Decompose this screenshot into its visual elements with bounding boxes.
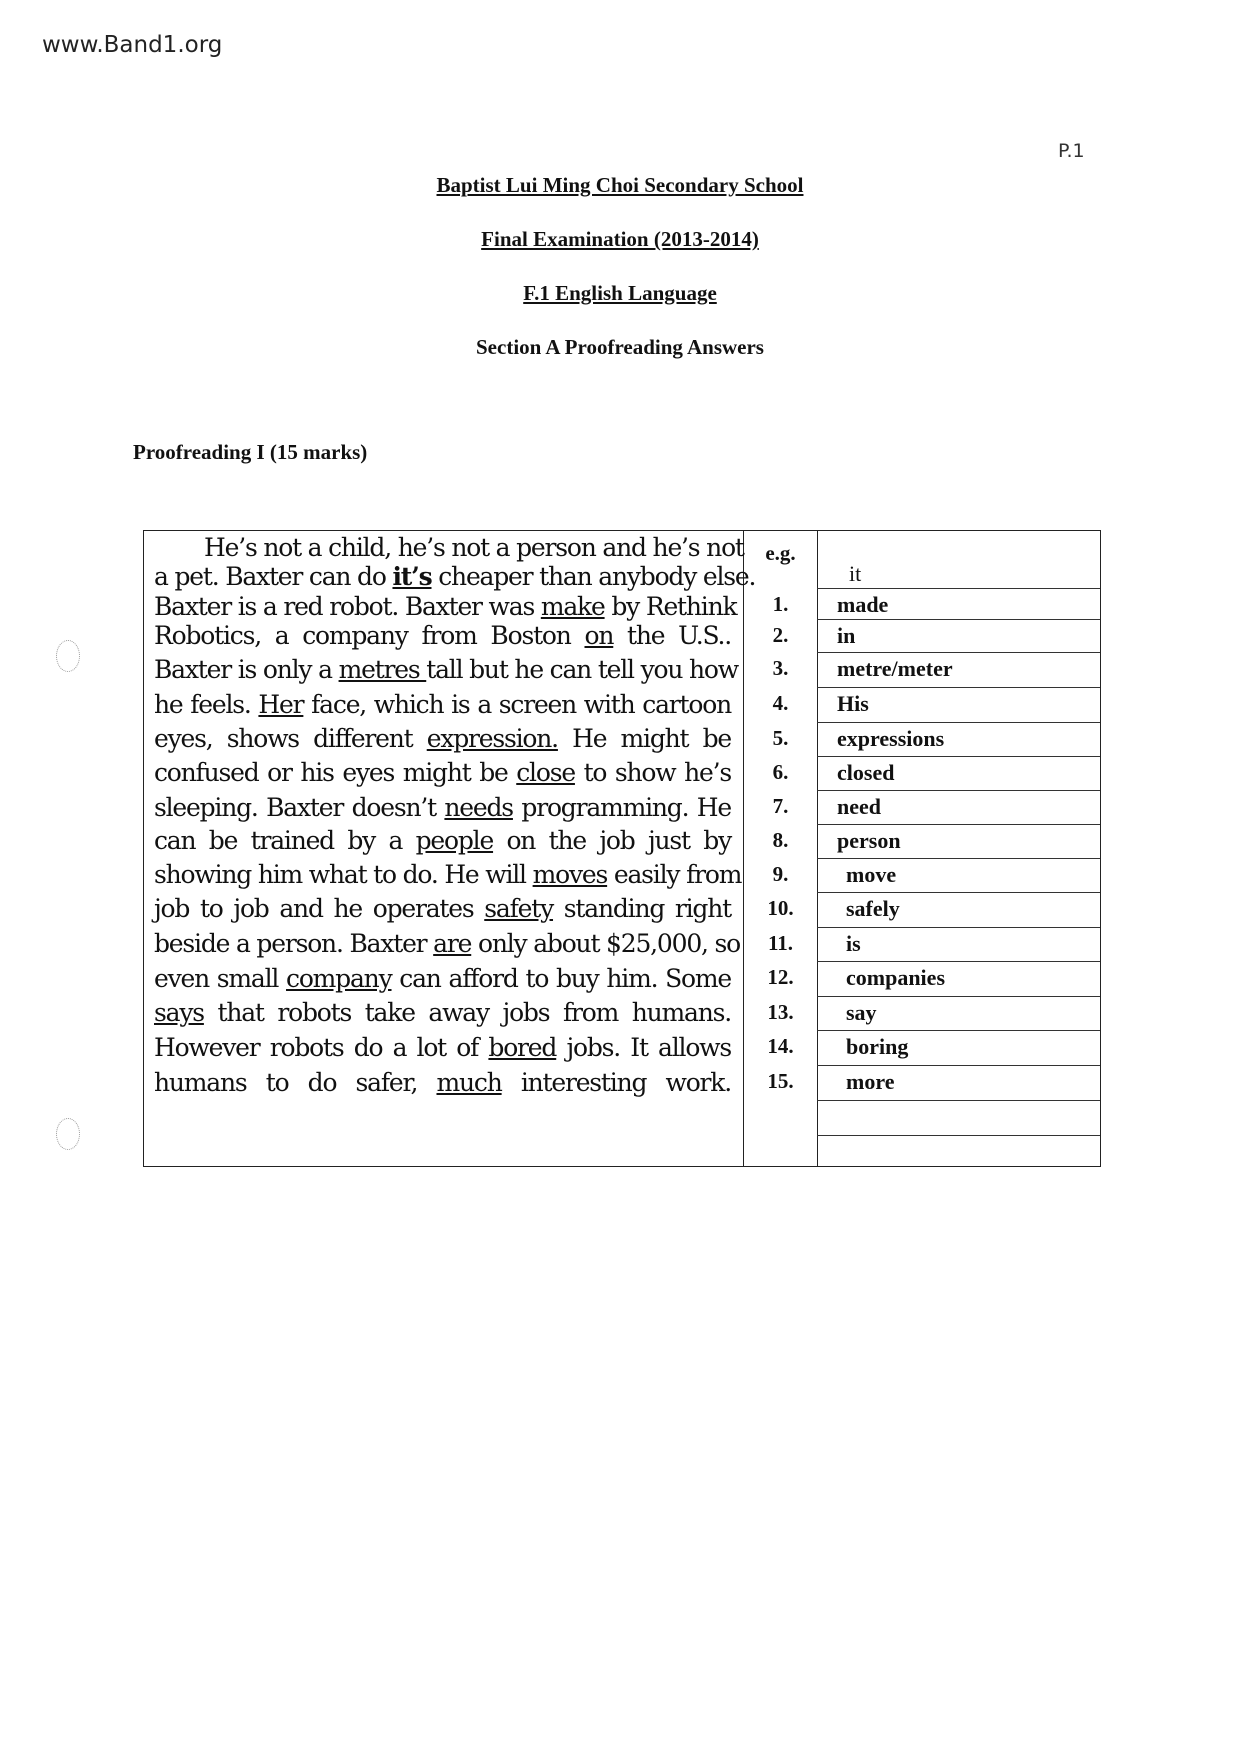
passage-line <box>154 1033 731 1063</box>
answer-cell: boring <box>846 1034 909 1059</box>
answer-cell: in <box>837 623 856 648</box>
passage-text: can afford to buy him. Some <box>391 964 731 993</box>
error-word: make <box>540 592 605 621</box>
row-divider <box>817 1065 1100 1066</box>
passage-text: programming. He <box>512 793 731 822</box>
passage-text: eyes, shows different <box>154 724 427 753</box>
row-divider <box>817 722 1100 723</box>
passage-line <box>154 690 731 720</box>
passage-text: to show he’s <box>574 758 731 787</box>
answer-cell: companies <box>846 965 945 990</box>
row-divider <box>817 652 1100 653</box>
passage-line <box>154 533 744 563</box>
answer-cell: person <box>837 828 901 853</box>
item-number: 4. <box>772 691 789 715</box>
row-divider <box>817 961 1100 962</box>
passage-text: standing right <box>553 894 731 923</box>
item-number: 8. <box>772 828 789 852</box>
answer-cell: closed <box>837 760 895 785</box>
school-name-text: Baptist Lui Ming Choi Secondary School <box>436 173 804 197</box>
answer-cell: it <box>849 561 862 586</box>
passage-text: However robots do a lot of <box>154 1033 489 1062</box>
punch-hole-icon <box>56 1118 80 1150</box>
error-word: people <box>415 826 494 855</box>
error-word: expression. <box>426 724 558 753</box>
passage-text: can be trained by a <box>154 826 416 855</box>
item-number: 15. <box>767 1069 794 1093</box>
passage-line <box>154 964 731 994</box>
row-divider <box>817 790 1100 791</box>
answer-cell: His <box>837 691 869 716</box>
item-number: e.g. <box>765 541 796 565</box>
passage-text: jobs. It allows <box>556 1033 731 1062</box>
passage-text: face, which is a screen with cartoon <box>303 690 732 719</box>
passage-text: Robotics, a company from Boston <box>154 621 585 650</box>
passage-text: even small <box>154 964 287 993</box>
item-number: 10. <box>767 896 794 920</box>
passage-text: Baxter is a red robot. Baxter was <box>154 592 541 621</box>
item-number: 9. <box>772 862 789 886</box>
error-word: on <box>584 621 614 650</box>
passage-text: by Rethink <box>604 592 737 621</box>
passage-text: confused or his eyes might be <box>154 758 517 787</box>
passage-line <box>154 724 731 754</box>
passage-line <box>154 621 731 651</box>
answer-cell: need <box>837 794 881 819</box>
passage-text: Baxter is only a <box>154 655 339 684</box>
column-divider <box>817 531 818 1166</box>
item-number: 7. <box>772 794 789 818</box>
item-number: 5. <box>772 726 789 750</box>
passage-line <box>154 860 742 890</box>
answer-cell: say <box>846 1000 877 1025</box>
school-name <box>0 173 1240 198</box>
answer-cell: expressions <box>837 726 945 751</box>
passage-text: job to job and he operates <box>154 894 485 923</box>
passage-line <box>154 826 731 856</box>
error-word: company <box>286 964 392 993</box>
passage-text: easily from <box>607 860 742 889</box>
passage-text: interesting work. <box>501 1068 731 1097</box>
passage-text: he feels. <box>154 690 259 719</box>
exam-title-text: Final Examination (2013-2014) <box>481 227 759 251</box>
error-word: moves <box>532 860 608 889</box>
error-word: much <box>436 1068 502 1097</box>
row-divider <box>817 927 1100 928</box>
answer-cell: more <box>846 1069 895 1094</box>
item-number: 12. <box>767 965 794 989</box>
item-number: 11. <box>767 931 794 955</box>
error-word: metres <box>338 655 427 684</box>
subject-title <box>0 281 1240 306</box>
row-divider <box>817 1100 1100 1101</box>
error-word: says <box>154 998 204 1027</box>
site-watermark: www.Band1.org <box>42 32 223 58</box>
passage-text: beside a person. Baxter <box>154 929 434 958</box>
row-divider <box>817 824 1100 825</box>
subject-title-text: F.1 English Language <box>523 281 717 305</box>
item-number: 14. <box>767 1034 794 1058</box>
passage-text: the U.S.. <box>613 621 732 650</box>
error-word: bored <box>488 1033 557 1062</box>
passage-line <box>154 758 731 788</box>
section-title: Section A Proofreading Answers <box>476 335 764 359</box>
passage-text: He might be <box>557 724 731 753</box>
passage-line <box>154 998 731 1028</box>
passage-text: humans to do safer, <box>154 1068 437 1097</box>
passage-line <box>154 655 738 685</box>
passage-text: cheaper than anybody else. <box>431 562 756 591</box>
item-number: 13. <box>767 1000 794 1024</box>
item-number: 6. <box>772 760 789 784</box>
answer-cell: move <box>846 862 897 887</box>
passage-line <box>154 793 731 823</box>
passage-line <box>154 592 737 622</box>
row-divider <box>817 687 1100 688</box>
passage-line <box>154 894 731 924</box>
row-divider <box>817 996 1100 997</box>
passage-text: on the job just by <box>493 826 731 855</box>
passage-text: tall but he can tell you how <box>426 655 738 684</box>
passage-text: only about $25,000, so <box>471 929 741 958</box>
error-word: close <box>516 758 575 787</box>
answer-cell: made <box>837 592 889 617</box>
exam-title <box>0 227 1240 252</box>
passage-text: sleeping. Baxter doesn’t <box>154 793 445 822</box>
row-divider <box>817 619 1100 620</box>
error-word: Her <box>258 690 304 719</box>
answer-cell: is <box>846 931 861 956</box>
punch-hole-icon <box>56 640 80 672</box>
row-divider <box>817 1030 1100 1031</box>
answer-cell: safely <box>846 896 900 921</box>
page-number: P.1 <box>1058 140 1085 162</box>
passage-text: showing him what to do. He will <box>154 860 533 889</box>
passage-text: a pet. Baxter can do <box>154 562 393 591</box>
answer-cell: metre/meter <box>837 656 953 681</box>
proofreading-table <box>143 530 1101 1167</box>
passage-line <box>154 562 756 592</box>
item-number: 3. <box>772 656 789 680</box>
item-number: 2. <box>772 623 789 647</box>
row-divider <box>817 588 1100 589</box>
row-divider <box>817 858 1100 859</box>
row-divider <box>817 756 1100 757</box>
error-word: are <box>433 929 472 958</box>
error-word: needs <box>444 793 513 822</box>
error-word: it’s <box>392 562 432 591</box>
passage-line <box>154 929 741 959</box>
passage-line <box>154 1068 731 1098</box>
passage-text: that robots take away jobs from humans. <box>203 998 731 1027</box>
proofreading-heading: Proofreading I (15 marks) <box>133 440 368 464</box>
item-number: 1. <box>772 592 789 616</box>
row-divider <box>817 1135 1100 1136</box>
passage-text: He’s not a child, he’s not a person and he’s not <box>204 533 744 562</box>
error-word: safety <box>484 894 554 923</box>
row-divider <box>817 892 1100 893</box>
